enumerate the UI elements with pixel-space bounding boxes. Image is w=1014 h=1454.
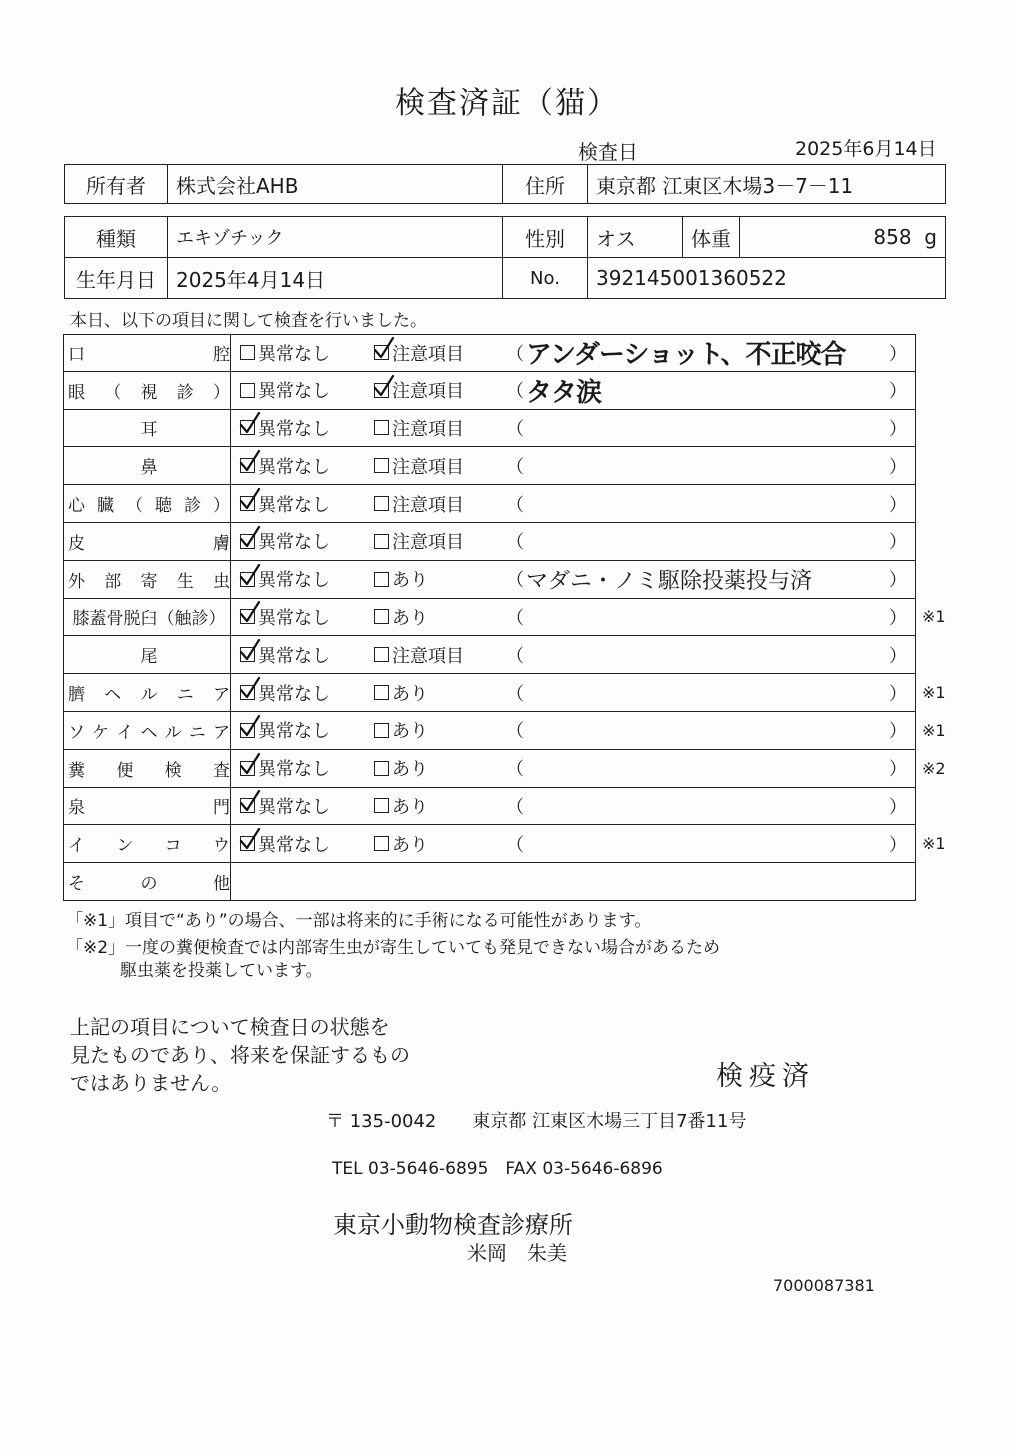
exam-item-char: 外: [68, 571, 85, 592]
option-label: 異常なし: [258, 721, 330, 743]
option-normal[interactable]: [240, 447, 330, 484]
checked-checkbox[interactable]: [240, 458, 255, 473]
option-label: 注意項目: [392, 456, 464, 478]
veterinarian-name: 米岡 朱美: [467, 1241, 567, 1265]
paren-open: （: [506, 645, 524, 667]
exam-item-char: ）: [213, 382, 230, 403]
checked-checkbox[interactable]: [240, 496, 255, 511]
exam-row: [63, 410, 916, 448]
option-attention[interactable]: [374, 447, 464, 484]
paren-open: （: [506, 418, 524, 440]
breed-label: 種類: [65, 217, 168, 258]
footnote-1: 「※1」項目で“あり”の場合、一部は将来的に手術になる可能性があります。: [66, 911, 652, 931]
checkmark-icon: [239, 449, 261, 473]
option-attention[interactable]: [374, 636, 464, 673]
option-attention[interactable]: [374, 523, 464, 560]
exam-item-char: ソ: [68, 722, 85, 743]
option-label: 異常なし: [258, 456, 330, 478]
exam-date-label: 検査日: [578, 140, 638, 164]
exam-item-char: ア: [212, 722, 230, 743]
checkbox[interactable]: [374, 496, 389, 511]
exam-date-value: 2025年6月14日: [795, 138, 937, 160]
breed-value: エキゾチック: [168, 217, 503, 258]
checkmark-icon: [239, 752, 261, 776]
checkbox[interactable]: [374, 761, 389, 776]
exam-item-char: 膝蓋骨脱臼（触診）: [72, 609, 226, 630]
paren-open: （: [506, 381, 524, 403]
option-normal[interactable]: [240, 485, 330, 522]
exam-row: [63, 825, 946, 863]
tel-fax: TEL 03-5646-6895 FAX 03-5646-6896: [332, 1159, 663, 1179]
exam-item-char: ヘ: [140, 722, 158, 743]
exam-item-char: 診: [176, 382, 194, 403]
exam-row: [63, 523, 916, 561]
checkbox[interactable]: [374, 609, 389, 624]
disclaimer-line: 見たものであり、将来を保証するもの: [70, 1043, 410, 1067]
disclaimer-line: 上記の項目について検査日の状態を: [70, 1015, 390, 1039]
option-normal[interactable]: [240, 825, 330, 862]
exam-item-char: イ: [116, 722, 134, 743]
checkbox[interactable]: [374, 685, 389, 700]
checked-checkbox[interactable]: [240, 420, 255, 435]
checkbox[interactable]: [374, 534, 389, 549]
option-normal[interactable]: [240, 674, 330, 711]
paren-open: （: [506, 721, 524, 743]
paren-close: ）: [889, 796, 907, 818]
checkmark-icon: [239, 411, 261, 435]
exam-item-char: コ: [164, 836, 182, 857]
paren-open: （: [506, 683, 524, 705]
exam-item-char: ケ: [92, 722, 110, 743]
birthdate-value: 2025年4月14日: [168, 258, 503, 299]
sex-label: 性別: [503, 217, 588, 258]
checked-checkbox[interactable]: [240, 798, 255, 813]
option-label: 注意項目: [392, 645, 464, 667]
owner-table: [64, 164, 946, 204]
exam-item-label: [68, 599, 230, 636]
option-attention[interactable]: [374, 410, 464, 447]
option-label: あり: [392, 759, 428, 781]
option-label: 異常なし: [258, 532, 330, 554]
paren-open: （: [506, 343, 524, 365]
exam-row: [63, 750, 946, 788]
option-normal[interactable]: [240, 788, 330, 825]
exam-row: [63, 636, 916, 674]
footnote-mark: ※1: [922, 720, 946, 740]
checkbox[interactable]: [374, 572, 389, 587]
option-label: 異常なし: [258, 759, 330, 781]
checkmark-icon: [373, 374, 395, 398]
checkbox[interactable]: [374, 836, 389, 851]
footnote-mark: ※1: [922, 834, 946, 854]
exam-row: [63, 674, 946, 712]
option-label: 異常なし: [258, 796, 330, 818]
paren-close: ）: [889, 532, 907, 554]
exam-item-char: 寄: [140, 571, 158, 592]
exam-item-char: ニ: [176, 685, 194, 706]
paren-close: ）: [889, 343, 907, 365]
exam-item-label: [68, 561, 230, 598]
exam-row: [63, 485, 916, 523]
checkmark-icon: [239, 487, 261, 511]
clinic-name: 東京小動物検査診療所: [333, 1211, 573, 1239]
intro-text: 本日、以下の項目に関して検査を行いました。: [70, 311, 427, 331]
weight-unit: g: [924, 225, 937, 249]
checkbox[interactable]: [374, 420, 389, 435]
exam-row: [63, 372, 916, 410]
exam-item-char: 他: [213, 874, 230, 895]
exam-item-label: [68, 788, 230, 825]
exam-item-char: 部: [104, 571, 122, 592]
checked-checkbox[interactable]: [240, 685, 255, 700]
disclaimer: [70, 1013, 410, 1097]
paren-open: （: [506, 456, 524, 478]
exam-row: [63, 712, 946, 750]
number-label: No.: [503, 258, 588, 299]
option-label: あり: [392, 796, 428, 818]
option-label: 異常なし: [258, 683, 330, 705]
paren-close: ）: [889, 494, 907, 516]
exam-row: [63, 447, 916, 485]
option-attention[interactable]: [374, 712, 428, 749]
paren-open: （: [506, 532, 524, 554]
exam-row: [63, 561, 916, 599]
paren-close: ）: [889, 645, 907, 667]
exam-item-label: [68, 335, 230, 371]
checkbox[interactable]: [374, 723, 389, 738]
paren-close: ）: [889, 456, 907, 478]
paren-close: ）: [889, 683, 907, 705]
paren-close: ）: [889, 721, 907, 743]
exam-item-char: 耳: [140, 420, 158, 441]
number-value: 392145001360522: [588, 258, 946, 299]
exam-row: [63, 334, 916, 372]
checkmark-icon: [239, 525, 261, 549]
exam-item-label: [68, 674, 230, 711]
option-label: あり: [392, 721, 428, 743]
exam-item-char: そ: [68, 874, 85, 895]
paren-close: ）: [889, 834, 907, 856]
exam-item-char: （: [104, 382, 122, 403]
weight-value: 858: [873, 225, 912, 249]
exam-item-label: [68, 372, 230, 409]
option-attention[interactable]: [374, 788, 428, 825]
paren-close: ）: [889, 418, 907, 440]
weight-cell: [740, 217, 946, 258]
checked-checkbox[interactable]: [374, 345, 389, 360]
exam-item-label: [68, 636, 230, 673]
option-label: 異常なし: [258, 494, 330, 516]
exam-note: タタ涙: [526, 377, 602, 408]
checkmark-icon: [239, 714, 261, 738]
checkbox[interactable]: [240, 345, 255, 360]
exam-note: マダニ・ノミ駆除投薬投与済: [526, 568, 813, 594]
exam-item-char: 診: [184, 496, 201, 517]
exam-item-label: [68, 523, 230, 560]
inspected-stamp: 検疫済: [716, 1061, 815, 1092]
exam-item-label: [68, 485, 230, 522]
option-label: 注意項目: [392, 381, 464, 403]
checkbox[interactable]: [374, 458, 389, 473]
exam-item-label: [68, 410, 230, 447]
option-attention[interactable]: [374, 599, 428, 636]
birthdate-label: 生年月日: [65, 258, 168, 299]
option-normal[interactable]: [240, 410, 330, 447]
checkmark-icon: [239, 638, 261, 662]
exam-item-char: ル: [164, 722, 182, 743]
weight-label: 体重: [683, 217, 740, 258]
exam-item-char: 便: [116, 760, 134, 781]
checked-checkbox[interactable]: [240, 836, 255, 851]
exam-item-char: の: [140, 874, 158, 895]
paren-close: ）: [889, 759, 907, 781]
exam-item-label: [68, 712, 230, 749]
option-normal[interactable]: [240, 599, 330, 636]
checked-checkbox[interactable]: [240, 572, 255, 587]
paren-open: （: [506, 607, 524, 629]
address-value: 東京都 江東区木場3－7－11: [588, 165, 946, 204]
exam-item-char: 腔: [213, 345, 230, 366]
checked-checkbox[interactable]: [240, 609, 255, 624]
exam-item-char: 生: [176, 571, 194, 592]
exam-item-char: 皮: [68, 533, 85, 554]
exam-item-char: ン: [116, 836, 134, 857]
paren-close: ）: [889, 381, 907, 403]
option-normal[interactable]: [240, 523, 330, 560]
option-attention[interactable]: [374, 335, 464, 371]
exam-item-char: 検: [164, 760, 182, 781]
owner-value: 株式会社AHB: [168, 165, 503, 204]
postal-address: 〒 135-0042 東京都 江東区木場三丁目7番11号: [326, 1111, 747, 1132]
option-label: 注意項目: [392, 418, 464, 440]
option-label: 注意項目: [392, 532, 464, 554]
option-normal[interactable]: [240, 335, 330, 371]
paren-close: ）: [889, 607, 907, 629]
paren-open: （: [506, 834, 524, 856]
option-label: 注意項目: [392, 494, 464, 516]
option-label: 異常なし: [258, 343, 330, 365]
footnote-2-line-2: 駆虫薬を投薬しています。: [120, 961, 323, 981]
checkmark-icon: [239, 563, 261, 587]
exam-item-char: 聴: [155, 496, 172, 517]
checked-checkbox[interactable]: [374, 383, 389, 398]
exam-row: [63, 788, 916, 826]
option-normal[interactable]: [240, 636, 330, 673]
exam-item-char: ア: [213, 685, 230, 706]
checkbox[interactable]: [240, 383, 255, 398]
exam-table: [63, 334, 946, 901]
exam-item-label: [68, 750, 230, 787]
exam-item-char: 臓: [97, 496, 114, 517]
exam-item-char: 泉: [68, 798, 85, 819]
checkbox[interactable]: [374, 798, 389, 813]
exam-note: アンダーショット、不正咬合: [526, 340, 846, 371]
option-attention[interactable]: [374, 750, 428, 787]
checkmark-icon: [239, 827, 261, 851]
paren-open: （: [506, 570, 524, 592]
option-attention[interactable]: [374, 561, 428, 598]
exam-item-char: 膚: [213, 533, 230, 554]
checkmark-icon: [373, 336, 395, 360]
exam-item-char: 口: [68, 345, 85, 366]
exam-item-char: 視: [140, 382, 158, 403]
option-label: あり: [392, 570, 428, 592]
option-normal[interactable]: [240, 712, 330, 749]
option-label: あり: [392, 683, 428, 705]
option-normal[interactable]: [240, 372, 330, 409]
option-attention[interactable]: [374, 825, 428, 862]
option-label: 異常なし: [258, 834, 330, 856]
exam-item-char: 門: [213, 798, 230, 819]
exam-row: [63, 599, 946, 637]
exam-item-char: イ: [68, 836, 85, 857]
document-title: 検査済証（猫）: [395, 86, 619, 121]
checked-checkbox[interactable]: [240, 534, 255, 549]
exam-item-char: 臍: [68, 685, 85, 706]
exam-item-char: 眼: [68, 382, 85, 403]
option-label: 異常なし: [258, 570, 330, 592]
exam-item-char: 尾: [140, 647, 158, 668]
exam-item-label: [68, 447, 230, 484]
exam-item-char: 鼻: [140, 458, 158, 479]
footnote-mark: ※1: [922, 607, 946, 627]
exam-item-char: ）: [213, 496, 230, 517]
animal-table: [64, 216, 946, 299]
checked-checkbox[interactable]: [240, 761, 255, 776]
exam-item-char: ル: [140, 685, 158, 706]
paren-open: （: [506, 796, 524, 818]
option-label: 異常なし: [258, 381, 330, 403]
option-label: 注意項目: [392, 343, 464, 365]
exam-item-char: 虫: [213, 571, 230, 592]
checkmark-icon: [239, 789, 261, 813]
checked-checkbox[interactable]: [240, 723, 255, 738]
paren-close: ）: [889, 570, 907, 592]
exam-item-label: [68, 825, 230, 862]
footnote-mark: ※2: [922, 758, 946, 778]
option-attention[interactable]: [374, 674, 428, 711]
exam-item-char: ヘ: [104, 685, 122, 706]
paren-open: （: [506, 759, 524, 781]
disclaimer-line: ではありません。: [70, 1071, 232, 1095]
footnote-mark: ※1: [922, 683, 946, 703]
checked-checkbox[interactable]: [240, 647, 255, 662]
checkbox[interactable]: [374, 647, 389, 662]
option-normal[interactable]: [240, 561, 330, 598]
exam-item-char: 査: [212, 760, 230, 781]
checkmark-icon: [239, 676, 261, 700]
option-normal[interactable]: [240, 750, 330, 787]
sex-value: オス: [588, 217, 683, 258]
exam-item-char: 糞: [68, 760, 85, 781]
exam-item-label: [68, 863, 230, 900]
option-label: あり: [392, 834, 428, 856]
exam-item-char: ニ: [188, 722, 206, 743]
option-label: 異常なし: [258, 418, 330, 440]
address-label: 住所: [503, 165, 588, 204]
checkmark-icon: [239, 600, 261, 624]
option-attention[interactable]: [374, 485, 464, 522]
owner-label: 所有者: [65, 165, 168, 204]
exam-item-char: （: [126, 496, 143, 517]
exam-item-char: 心: [68, 496, 85, 517]
option-label: 異常なし: [258, 645, 330, 667]
document-code: 7000087381: [773, 1276, 875, 1295]
exam-row-other: [63, 863, 916, 901]
option-label: 異常なし: [258, 607, 330, 629]
exam-item-char: ウ: [212, 836, 230, 857]
option-label: あり: [392, 607, 428, 629]
paren-open: （: [506, 494, 524, 516]
footnote-2-line-1: 「※2」一度の糞便検査では内部寄生虫が寄生していても発見できない場合があるため: [66, 938, 721, 958]
option-attention[interactable]: [374, 372, 464, 409]
